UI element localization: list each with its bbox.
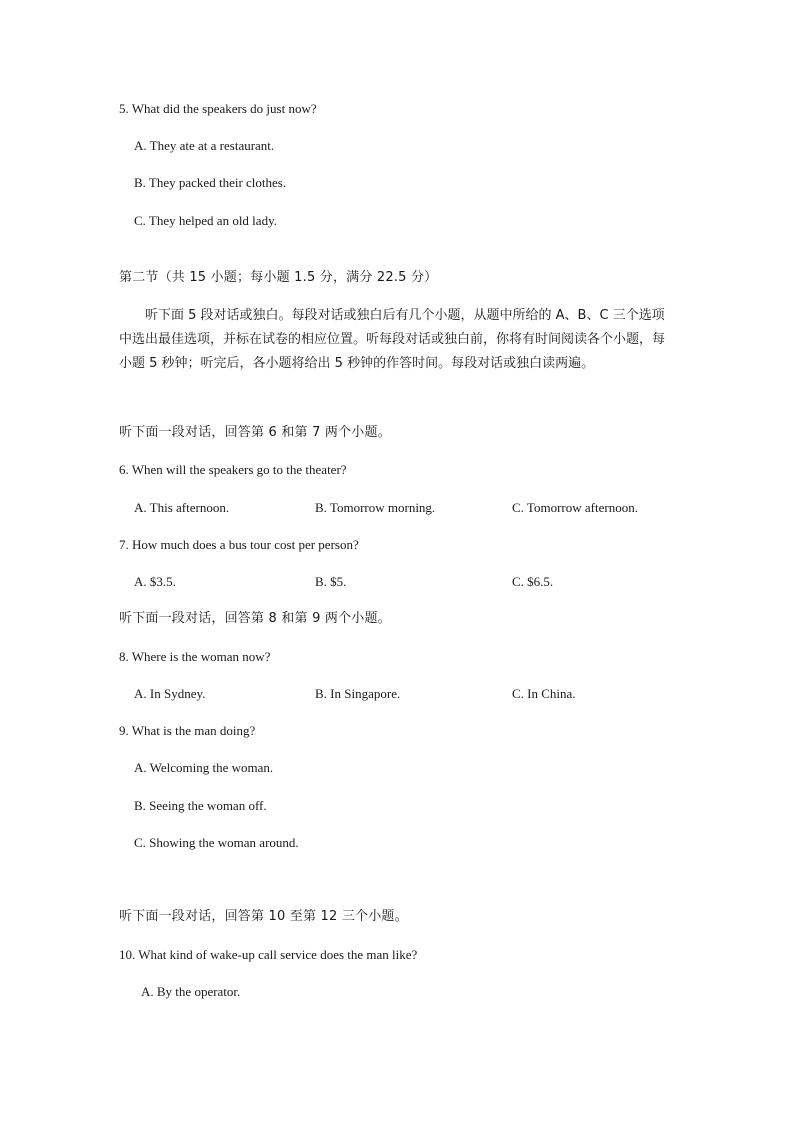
question-9-option-a: A. Welcoming the woman. <box>134 760 274 775</box>
question-7: 7. How much does a bus tour cost per person? <box>119 537 359 552</box>
section-2-heading: 第二节（共 15 小题；每小题 1.5 分，满分 22.5 分） <box>119 270 438 285</box>
question-9: 9. What is the man doing? <box>119 723 256 738</box>
question-10: 10. What kind of wake-up call service does the man like? <box>119 947 418 962</box>
question-5-option-b: B. They packed their clothes. <box>134 175 287 190</box>
group-label-10-12: 听下面一段对话，回答第 10 至第 12 三个小题。 <box>119 909 408 924</box>
question-8: 8. Where is the woman now? <box>119 649 271 664</box>
question-7-option-b: B. $5. <box>315 574 347 589</box>
question-8-option-a: A. In Sydney. <box>134 686 206 701</box>
group-label-8-9: 听下面一段对话，回答第 8 和第 9 两个小题。 <box>119 611 391 626</box>
question-7-option-c: C. $6.5. <box>512 574 554 589</box>
question-5-option-c: C. They helped an old lady. <box>134 213 277 228</box>
question-5-option-a: A. They ate at a restaurant. <box>134 138 275 153</box>
question-6: 6. When will the speakers go to the theater? <box>119 462 347 477</box>
question-9-option-c: C. Showing the woman around. <box>134 835 299 850</box>
question-6-option-c: C. Tomorrow afternoon. <box>512 500 638 515</box>
question-8-option-b: B. In Singapore. <box>315 686 401 701</box>
question-9-option-b: B. Seeing the woman off. <box>134 798 267 813</box>
question-7-option-a: A. $3.5. <box>134 574 176 589</box>
group-label-6-7: 听下面一段对话，回答第 6 和第 7 两个小题。 <box>119 425 391 440</box>
question-6-option-a: A. This afternoon. <box>134 500 230 515</box>
question-10-option-a: A. By the operator. <box>141 984 241 999</box>
section-2-instructions: 听下面 5 段对话或独白。每段对话或独白后有几个小题，从题中所给的 A、B、C 三个选项中选出最佳选项，并标在试卷的相应位置。听每段对话或独白前，你将有时间阅读各个小题，每小题 5 秒钟；听完后，各小题将给出 5 秒钟的作答时间。每段对话或独白读两遍。 <box>119 308 666 371</box>
question-6-option-b: B. Tomorrow morning. <box>315 500 436 515</box>
question-8-option-c: C. In China. <box>512 686 576 701</box>
question-5: 5. What did the speakers do just now? <box>119 101 317 116</box>
